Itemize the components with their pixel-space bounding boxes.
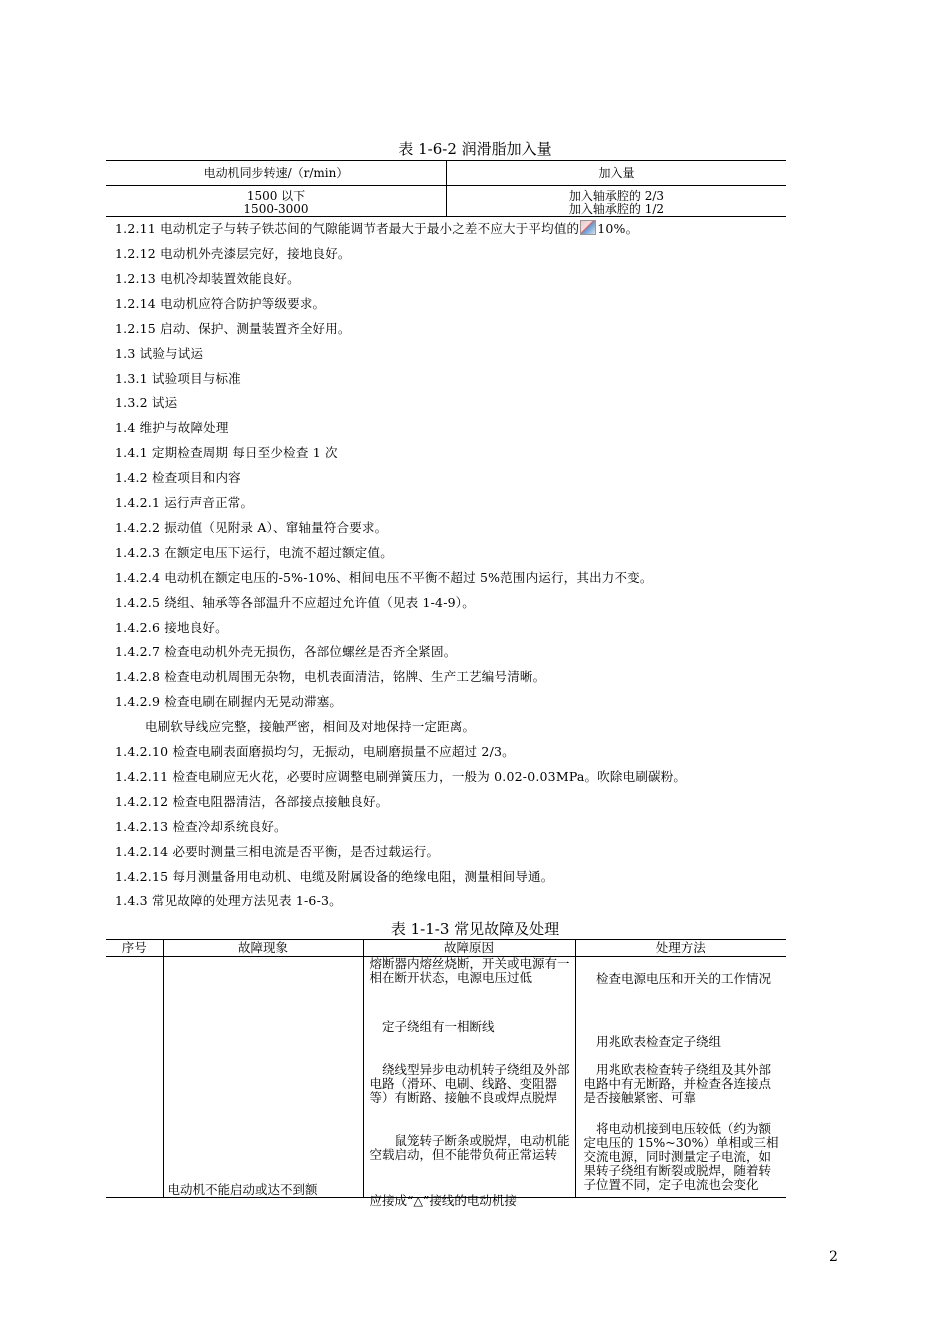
table-row — [106, 957, 786, 1198]
clause-line: 1.4.2.14 必要时测量三相电流是否平衡，是否过载运行。 — [115, 843, 440, 859]
cause-para: 应接成“△”接线的电动机接 — [369, 1193, 517, 1208]
broken-image-icon — [580, 220, 596, 235]
amount-value: 加入轴承腔的 2/3 — [568, 189, 665, 203]
clause-line: 1.2.13 电机冷却装置效能良好。 — [115, 270, 300, 286]
clause-line: 1.4.2.4 电动机在额定电压的-5%-10%、相间电压不平衡不超过 5%范围内运行，其出力不变。 — [115, 569, 653, 585]
method-para: 将电动机接到电压较低（约为额定电压的 15%~30%）单相或三相交流电源，同时测量定子电流，如果转子绕组有断裂或脱焊，随着转子位置不同，定子电流也会变化 — [583, 1121, 779, 1192]
header-index: 序号 — [106, 940, 163, 957]
clause-line: 电刷软导线应完整，接触严密，相间及对地保持一定距离。 — [145, 719, 476, 735]
clause-line: 1.4.2.3 在额定电压下运行，电流不超过额定值。 — [115, 544, 393, 560]
header-speed: 电动机同步转速/（r/min） — [106, 161, 447, 186]
clause-line: 1.3.2 试运 — [115, 395, 178, 411]
table-row — [106, 186, 786, 217]
clause-line: 1.3.1 试验项目与标准 — [115, 370, 241, 386]
clause-line: 1.4.2.7 检查电动机外壳无损伤，各部位螺丝是否齐全紧固。 — [115, 644, 457, 660]
table1-caption: 表 1-6-2 润滑脂加入量 — [398, 140, 552, 158]
speed-value: 1500 以下 — [246, 189, 306, 203]
speed-value: 1500-3000 — [243, 202, 309, 216]
amount-cell — [447, 186, 787, 217]
cause-para: 熔断器内熔丝烧断，开关或电源有一相在断开状态，电源电压过低 — [369, 956, 570, 985]
clause-line: 1.2.12 电动机外壳漆层完好，接地良好。 — [115, 246, 351, 261]
speed-cell — [106, 186, 447, 217]
header-cause: 故障原因 — [363, 940, 575, 957]
header-amount: 加入量 — [447, 161, 787, 186]
method-para: 用兆欧表检查定子绕组 — [596, 1034, 722, 1049]
method-para: 用兆欧表检查转子绕组及其外部电路中有无断路，并检查各连接点是否接触紧密、可靠 — [583, 1062, 772, 1105]
clause-line: 1.4.2 检查项目和内容 — [115, 470, 241, 486]
table-header-row — [106, 161, 786, 186]
clause-1-2-11 — [115, 219, 638, 237]
symptom-text: 电动机不能启动或达不到额 — [167, 1182, 318, 1197]
clause-line: 1.4.2.9 检查电刷在刷握内无晃动滞塞。 — [115, 694, 343, 710]
clause-line: 1.4.2.15 每月测量备用电动机、电缆及附属设备的绝缘电阻，测量相间导通。 — [115, 868, 554, 884]
amount-value: 加入轴承腔的 1/2 — [568, 202, 665, 216]
fault-table — [106, 939, 786, 1208]
clause-text: 1.2.11 电动机定子与转子铁芯间的气隙能调节者最大于最小之差不应大于平均值的 — [115, 221, 580, 236]
lubrication-table — [106, 160, 786, 217]
method-para: 检查电源电压和开关的工作情况 — [596, 971, 772, 986]
clause-line: 1.4.2.5 绕组、轴承等各部温升不应超过允许值（见表 1-4-9）。 — [115, 594, 475, 610]
cause-para: 定子绕组有一相断线 — [382, 1019, 495, 1034]
table-header-row — [106, 940, 786, 957]
clause-line: 1.2.15 启动、保护、测量装置齐全好用。 — [115, 320, 351, 336]
method-cell — [575, 957, 786, 1198]
clause-text: 10%。 — [597, 221, 639, 236]
clause-line: 1.4.3 常见故障的处理方法见表 1-6-3。 — [115, 893, 342, 909]
cause-para: 绕线型异步电动机转子绕组及外部电路（滑环、电刷、线路、变阻器等）有断路、接触不良或焊点脱焊 — [369, 1062, 570, 1105]
clause-line: 1.4.2.13 检查冷却系统良好。 — [115, 818, 287, 834]
clause-line: 1.4.2.12 检查电阻器清洁，各部接点接触良好。 — [115, 793, 389, 809]
clause-line: 1.2.14 电动机应符合防护等级要求。 — [115, 295, 326, 311]
index-cell — [106, 957, 163, 1198]
cause-cell — [363, 956, 575, 1208]
clause-line: 1.3 试验与试运 — [115, 345, 204, 361]
page-number: 2 — [829, 1249, 838, 1265]
clause-line: 1.4.2.8 检查电动机周围无杂物，电机表面清洁，铭牌、生产工艺编号清晰。 — [115, 669, 546, 685]
clause-line: 1.4.2.6 接地良好。 — [115, 619, 228, 635]
header-method: 处理方法 — [575, 940, 786, 957]
clause-line: 1.4.2.2 振动值（见附录 A）、窜轴量符合要求。 — [115, 519, 388, 535]
symptom-cell — [163, 957, 363, 1198]
clause-line: 1.4.2.1 运行声音正常。 — [115, 495, 254, 510]
table2-caption: 表 1-1-3 常见故障及处理 — [390, 920, 560, 938]
clause-line: 1.4 维护与故障处理 — [115, 420, 229, 436]
clause-line: 1.4.2.10 检查电刷表面磨损均匀，无振动，电刷磨损量不应超过 2/3。 — [115, 744, 515, 759]
header-symptom: 故障现象 — [163, 940, 363, 957]
clause-line: 1.4.2.11 检查电刷应无火花，必要时应调整电刷弹簧压力，一般为 0.02-0.03MPa。吹除电刷碳粉。 — [115, 768, 687, 784]
cause-para: 鼠笼转子断条或脱焊，电动机能空载启动，但不能带负荷正常运转 — [369, 1133, 570, 1162]
clause-line: 1.4.1 定期检查周期 每日至少检查 1 次 — [115, 445, 338, 461]
